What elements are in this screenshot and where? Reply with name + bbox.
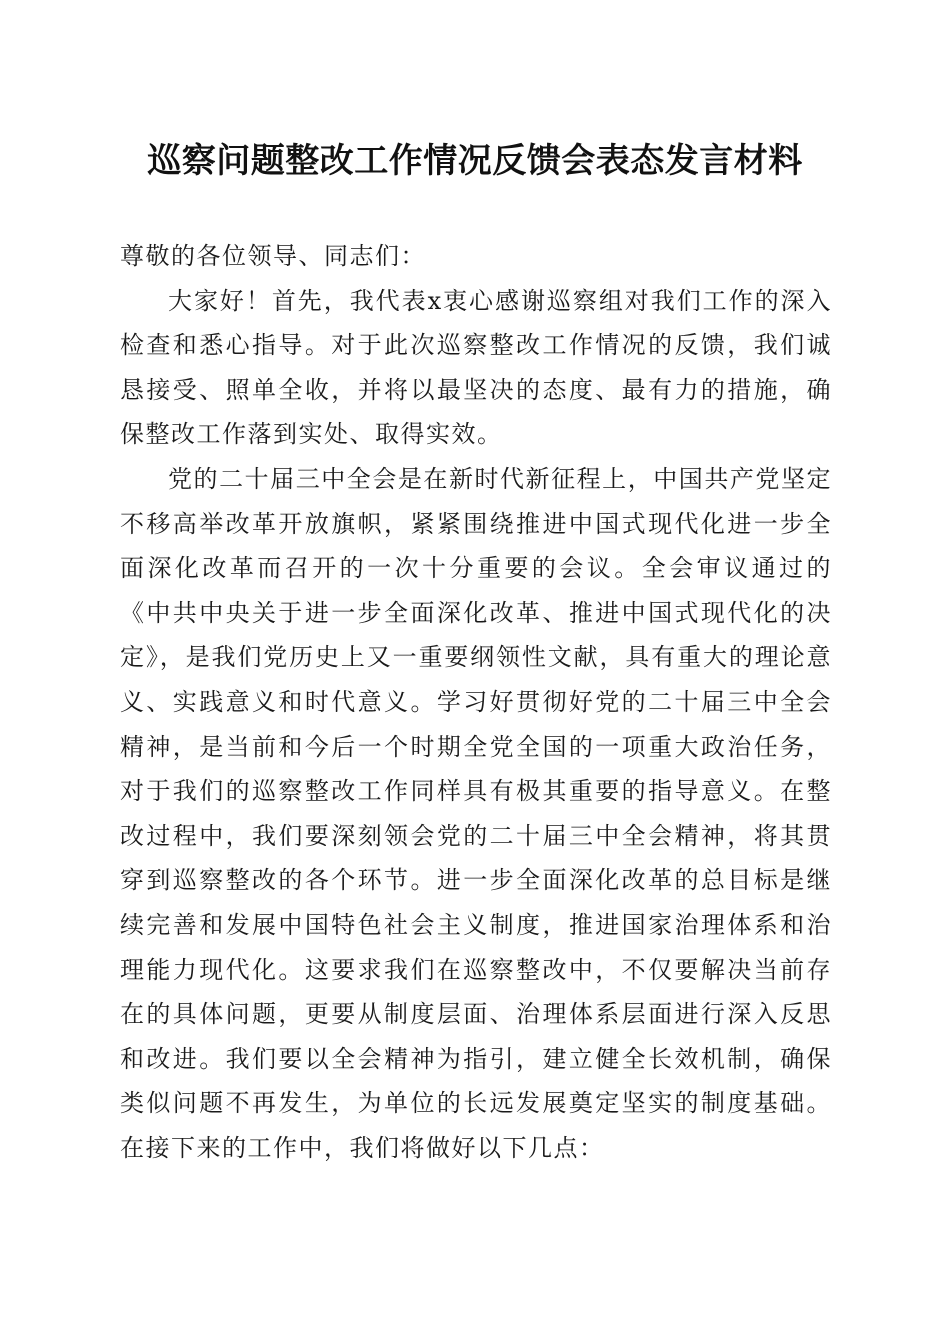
paragraph-opening: 大家好！首先，我代表x衷心感谢巡察组对我们工作的深入检查和悉心指导。对于此次巡察整改工作情况的反馈，我们诚恳接受、照单全收，并将以最坚决的态度、最有力的措施，确保整改工作落到实处、取得实效。 (120, 286, 832, 449)
salutation: 尊敬的各位领导、同志们： (120, 242, 426, 270)
document-body (120, 234, 832, 1170)
document-title: 巡察问题整改工作情况反馈会表态发言材料 (147, 141, 803, 181)
paragraph-plenary-session: 党的二十届三中全会是在新时代新征程上，中国共产党坚定不移高举改革开放旗帜，紧紧围绕推进中国式现代化进一步全面深化改革而召开的一次十分重要的会议。全会审议通过的《中共中央关于进一步全面深化改革、推进中国式现代化的决定》，是我们党历史上又一重要纲领性文献，具有重大的理论意义、实践意义和时代意义。学习好贯彻好党的二十届三中全会精神，是当前和今后一个时期全党全国的一项重大政治任务，对于我们的巡察整改工作同样具有极其重要的指导意义。在整改过程中，我们要深刻领会党的二十届三中全会精神，将其贯穿到巡察整改的各个环节。进一步全面深化改革的总目标是继续完善和发展中国特色社会主义制度，推进国家治理体系和治理能力现代化。这要求我们在巡察整改中，不仅要解决当前存在的具体问题，更要从制度层面、治理体系层面进行深入反思和改进。我们要以全会精神为指引，建立健全长效机制，确保类似问题不再发生，为单位的长远发展奠定坚实的制度基础。在接下来的工作中，我们将做好以下几点： (120, 464, 832, 1162)
